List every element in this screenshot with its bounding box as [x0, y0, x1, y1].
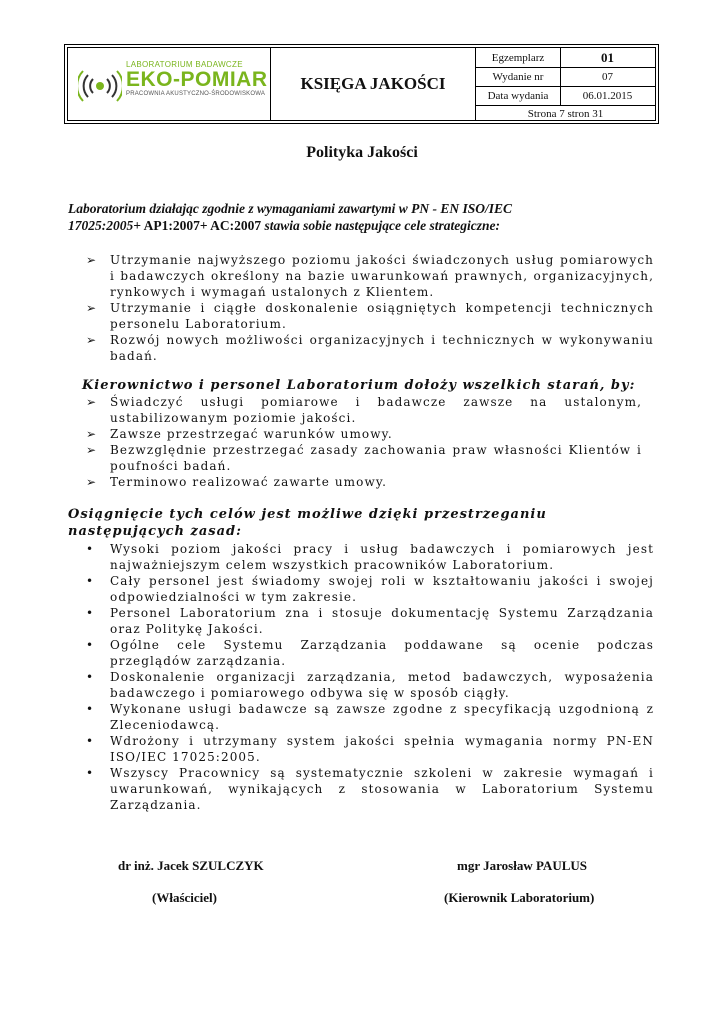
commitment-text: Świadczyć usługi pomiarowe i badawcze zawsze na ustalonym, ustabilizowanym poziomie jakości.: [110, 395, 642, 425]
bullet-icon: •: [86, 702, 95, 716]
list-item: [86, 669, 654, 701]
commitment-text: Terminowo realizować zawarte umowy.: [110, 475, 388, 489]
list-item: [86, 765, 654, 813]
list-item: [86, 701, 654, 733]
sound-wave-logo-icon: [78, 66, 122, 106]
arrow-bullet-icon: ➢: [86, 301, 98, 315]
principles-list: [86, 541, 654, 813]
header-title: KSIĘGA JAKOŚCI: [300, 74, 446, 93]
arrow-bullet-icon: ➢: [86, 443, 98, 457]
bullet-icon: •: [86, 638, 95, 652]
info-row-copy: [476, 48, 655, 68]
goal-text: Rozwój nowych możliwości organizacyjnych i technicznych w wykonywaniu badań.: [110, 333, 654, 363]
logo-wordmark: [126, 60, 268, 97]
list-item: [86, 474, 642, 490]
bullet-icon: •: [86, 670, 95, 684]
list-item: [86, 733, 654, 765]
list-item: [86, 442, 642, 474]
intro-text-1: Laboratorium działając zgodnie z wymaganiami zawartymi w PN - EN ISO/IEC 17025:2005+: [68, 201, 513, 233]
arrow-bullet-icon: ➢: [86, 427, 98, 441]
signature-name-owner: dr inż. Jacek SZULCZYK: [118, 858, 264, 873]
list-item: [86, 637, 654, 669]
page-title: Polityka Jakości: [306, 144, 418, 161]
list-item: [86, 426, 642, 442]
principle-text: Ogólne cele Systemu Zarządzania poddawane są ocenie podczas przeglądów zarządzania.: [110, 638, 654, 668]
signature-role-owner: (Właściciel): [152, 890, 217, 905]
bullet-icon: •: [86, 766, 95, 780]
list-item: [86, 252, 654, 300]
date-label: Data wydania: [476, 86, 561, 105]
intro-text-3: stawia sobie następujące cele strategiczne:: [264, 218, 501, 233]
copy-value: 01: [601, 49, 614, 65]
bullet-icon: •: [86, 574, 95, 588]
intro-paragraph: [68, 200, 588, 234]
header-title-cell: [271, 48, 476, 120]
list-item: [86, 300, 654, 332]
arrow-bullet-icon: ➢: [86, 475, 98, 489]
goal-text: Utrzymanie i ciągłe doskonalenie osiągniętych kompetencji technicznych personelu Laboratorium.: [110, 301, 654, 331]
header-frame: [67, 47, 656, 121]
list-item: [86, 394, 642, 426]
section-heading-commitments: Kierownictwo i personel Laboratorium dołoży wszelkich starań, by:: [82, 378, 636, 393]
arrow-bullet-icon: ➢: [86, 333, 98, 347]
section-heading-principles: Osiągnięcie tych celów jest możliwe dzięki przestrzeganiu następujących zasad:: [68, 507, 547, 539]
logo-line-1: LABORATORIUM BADAWCZE: [126, 60, 243, 69]
logo-cell: [68, 48, 271, 120]
document-header: [64, 44, 659, 124]
intro-text-2: AP1:2007+ AC:2007: [140, 218, 265, 233]
list-item: [86, 541, 654, 573]
principle-text: Doskonalenie organizacji zarządzania, metod badawczych, wyposażenia badawczego i pomiarowego odbywa się w sposób ciągły.: [110, 670, 654, 700]
principle-text: Wykonane usługi badawcze są zawsze zgodne z specyfikacją uzgodnioną z Zleceniodawcą.: [110, 702, 654, 732]
logo-line-2: EKO-POMIAR: [126, 68, 268, 91]
commitment-text: Zawsze przestrzegać warunków umowy.: [110, 427, 393, 441]
copy-label: Egzemplarz: [476, 48, 561, 67]
page-info: Strona 7 stron 31: [527, 108, 604, 120]
principle-text: Wdrożony i utrzymany system jakości spełnia wymagania normy PN-EN ISO/IEC 17025:2005.: [110, 734, 654, 764]
arrow-bullet-icon: ➢: [86, 395, 98, 409]
goals-list: [86, 252, 654, 364]
edition-label: Wydanie nr: [476, 67, 561, 86]
bullet-icon: •: [86, 606, 95, 620]
commitment-text: Bezwzględnie przestrzegać zasady zachowania praw własności Klientów i poufności badań.: [110, 443, 642, 473]
principle-text: Personel Laboratorium zna i stosuje dokumentację Systemu Zarządzania oraz Politykę Jakości.: [110, 606, 654, 636]
logo-line-3: PRACOWNIA AKUSTYCZNO-ŚRODOWISKOWA: [126, 91, 266, 97]
signature-role-manager: (Kierownik Laboratorium): [444, 890, 595, 905]
goal-text: Utrzymanie najwyższego poziomu jakości świadczonych usług pomiarowych i badawczych określony na bazie uwarunkowań prawnych, organizacyjnych, rynkowych i wymagań ustalonych z Klientem.: [110, 253, 654, 299]
commitments-list: [86, 394, 642, 490]
info-row-edition: [476, 67, 655, 87]
date-value: 06.01.2015: [582, 89, 633, 102]
info-row-date: [476, 86, 655, 106]
bullet-icon: •: [86, 734, 95, 748]
header-info-table: [476, 48, 655, 120]
list-item: [86, 332, 654, 364]
signature-name-manager: mgr Jarosław PAULUS: [457, 858, 587, 873]
arrow-bullet-icon: ➢: [86, 253, 98, 267]
edition-value: 07: [602, 70, 613, 83]
list-item: [86, 573, 654, 605]
principle-text: Cały personel jest świadomy swojej roli w kształtowaniu jakości i swojej odpowiedzialności w tym zakresie.: [110, 574, 654, 604]
principle-text: Wysoki poziom jakości pracy i usług badawczych i pomiarowych jest najważniejszym celem wszystkich pracowników Laboratorium.: [110, 542, 654, 572]
bullet-icon: •: [86, 542, 95, 556]
principle-text: Wszyscy Pracownicy są systematycznie szkoleni w zakresie wymagań i uwarunkowań, wynikających z stosowania w Laboratorium Systemu Zarządzania.: [110, 766, 654, 812]
list-item: [86, 605, 654, 637]
